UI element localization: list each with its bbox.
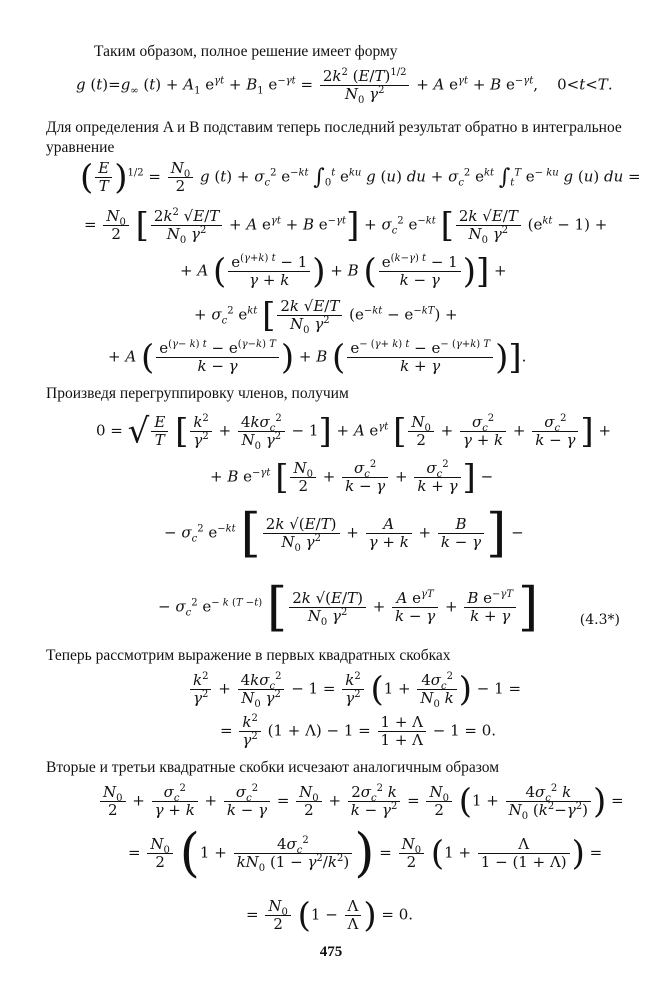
intro-paragraph: Таким образом, полное решение имеет форму [94,43,398,60]
regrouped-equation: 0 = √ $\frac{E}{T}$ [ $\frac{k^2}{\gamma^2}$ + $\frac{4k\sigma_c^2}{N_0 \gamma^2}$ − 1] + A $e^{\gamma t}$ [ $\frac{N_0}{2}$ + $\frac{\sigma_c^2}{\gamma + k}$ + $\frac{\sigma_c^2}{k - \gamma}$ ] + + B $e^{-\gamma t}$ [ $\frac{N_0}{2}$ + $\frac{\sigma_c^2}{k - \gamma}$ + $\frac{\sigma_c^2}{k + \gamma}$ ] − − $\sigma_c^2$ $e^{-kt}$ [ $\frac{2k √(E/T)}{N_0 \gamma^2}$ + $\frac{A}{\gamma + k}$ + $\frac{B}{k - \gamma}$ ] − − $\sigma_c^2$ $e^{- k (T -t)}$ [ $\frac{2k √(E/T)}{N_0 \gamma^2}$ + $\frac{A e^{\gamma T}}{k - \gamma}$ + $\frac{B e^{-\gamma T}}{k + \gamma}$ ] (4.3*) [96,411,620,638]
substitution-paragraph: Для определения A и B подставим теперь последний результат обратно в интегральное уравнение [46,119,622,156]
general-solution-equation: g $(t)=g_\infty$ $(t) + A_1$ $e^{\gamma t} + B_1$ $e^{-\gamma t}$ = $\frac{2k^2 (E/T)^{1/2}}{N_0 \gamma^2}$ + A $e^{\gamma t} + B$ $e^{-\gamma t}$, 0<t<T. [76,67,613,106]
regroup-paragraph: Произведя перегруппировку членов, получим [46,385,349,402]
page-number: 475 [319,944,343,960]
first-bracket-equation: $\frac{k^2}{\gamma^2}$ + $\frac{4k\sigma_c^2}{N_0 \gamma^2}$ − 1 = $\frac{k^2}{\gamma^2}$ (1 + $\frac{4\sigma_c^2}{N_0 k}$ ) − 1 = = $\frac{k^2}{\gamma^2}$ (1 + Λ) − 1 = $\frac{1 + \Lambda}{1 + \Lambda}$ − 1 = 0. [0,668,662,756]
integral-equation-expansion: ( $\frac{E}{T}$ )$^{1/2}$ = $\frac{N_0}{2}$ g $(t) + \sigma_c^2$ $e^{-kt}$ $\int_0^t$ $e^{ku}$ g (u) du + $\sigma_c^2$ $e^{kt}$ $\int_t^T$ $e^{- ku}$ g (u) du = = $\frac{N_0}{2}$ [ $\frac{2k^2 √E/T}{N_0 \gamma^2}$ + A $e^{\gamma t} + B$ $e^{-\gamma t}] + \sigma_c^2$ $e^{-kt}$ [ $\frac{2k √E/T}{N_0 \gamma^2}$ $(e^{kt} - 1)$ + + A ( $\frac{e^{(\gamma+k) t} - 1}{\gamma + k}$ ) + B ( $\frac{e^{(k-\gamma) t} - 1}{k - \gamma}$ )] + + $\sigma_c^2$ $e^{kt}$ [ $\frac{2k √E/T}{N_0 \gamma^2}$ $(e^{-kt} - e^{-kT})$ + + A ( $\frac{e^{(\gamma- k) t} - e^{(\gamma-k) T}}{k - \gamma}$ ) + B ( $\frac{e^{- (\gamma+ k) t} - e^{- (\gamma+k) T}}{k + \gamma}$ )]. [80,157,641,378]
second-third-bracket-equation: $\frac{N_0}{2}$ + $\frac{\sigma_c^2}{\gamma + k}$ + $\frac{\sigma_c^2}{k - \gamma}$ = $\frac{N_0}{2}$ + $\frac{2\sigma_c^2 k}{k - \gamma^2}$ = $\frac{N_0}{2}$ (1 + $\frac{4\sigma_c^2 k}{N_0 (k^2-\gamma^2)}$ ) = = $\frac{N_0}{2}$ (1 + $\frac{4\sigma_c^2}{kN_0 (1 - \gamma^2/k^2)}$ ) = $\frac{N_0}{2}$ (1 + $\frac{\Lambda}{1 - (1 + \Lambda)}$ ) = = $\frac{N_0}{2}$ (1 − $\frac{\Lambda}{\Lambda}$ ) = 0. [0,780,662,940]
first-bracket-paragraph: Теперь рассмотрим выражение в первых квадратных скобках [46,647,451,664]
equation-number: (4.3*) [579,612,620,628]
second-third-bracket-paragraph: Вторые и третьи квадратные скобки исчезают аналогичным образом [46,759,500,776]
